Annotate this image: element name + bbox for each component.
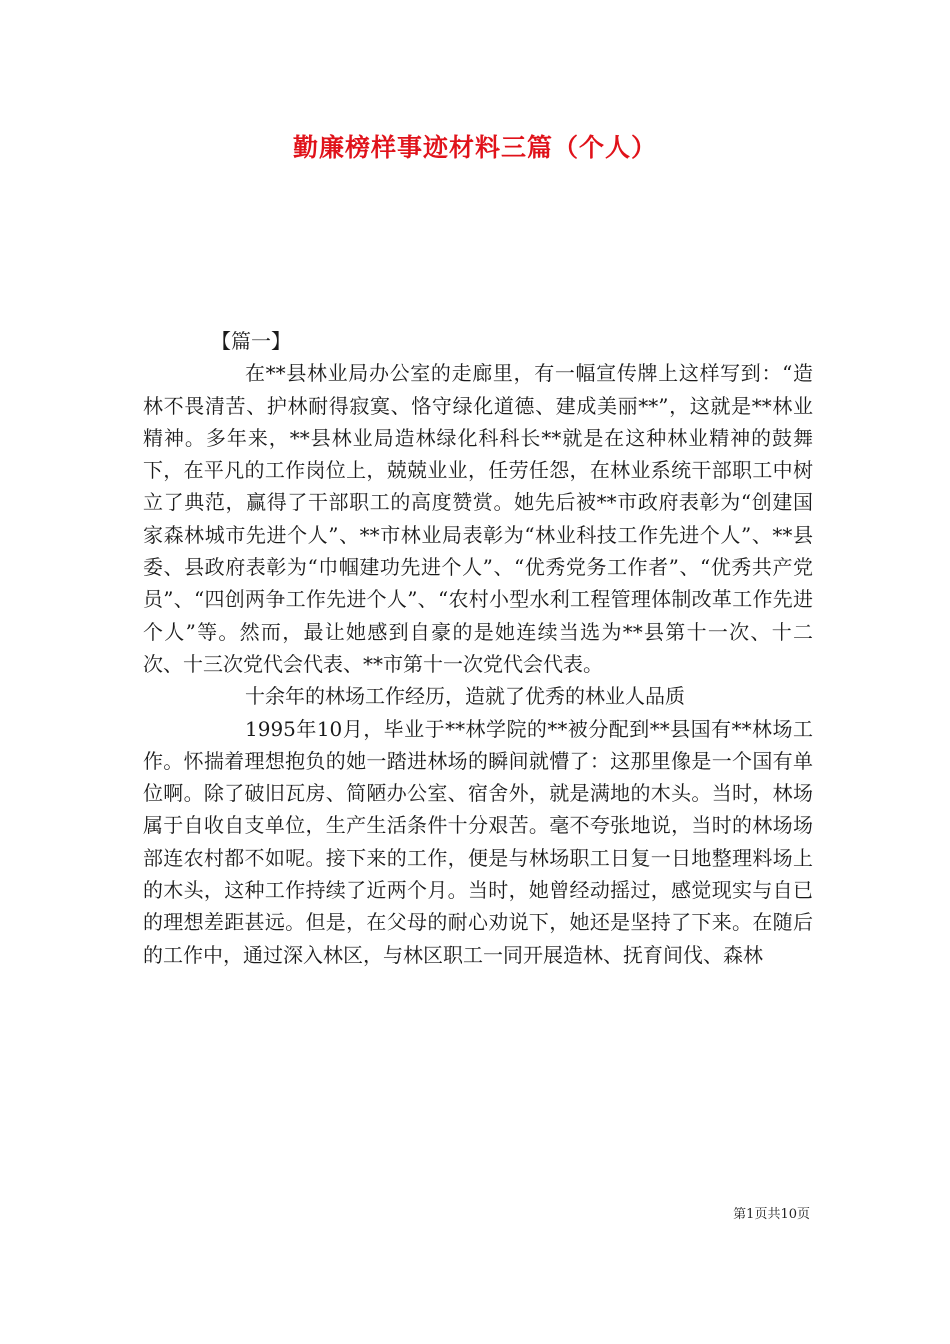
section-label: 【篇一】 [211,329,291,353]
body-paragraph: 1995年10月，毕业于**林学院的**被分配到**县国有**林场工作。怀揣着理想抱负的她一踏进林场的瞬间就懵了：这那里像是一个国有单位啊。除了破旧瓦房、简陋办公室、宿舍外，就是满地的木头。当时，林场属于自收自支单位，生产生活条件十分艰苦。毫不夸张地说，当时的林场场部连农村都不如呢。接下来的工作，便是与林场职工日复一日地整理料场上的木头，这种工作持续了近两个月。当时，她曾经动摇过，感觉现实与自已的理想差距甚远。但是，在父母的耐心劝说下，她还是坚持了下来。在随后的工作中，通过深入林区，与林区职工一同开展造林、抚育间伐、森林 [143,716,813,967]
document-body [143,325,813,971]
page-number-footer: 第1页共10页 [733,1207,810,1222]
section-subheading: 十余年的林场工作经历，造就了优秀的林业人品质 [245,684,685,709]
document-title: 勤廉榜样事迹材料三篇（个人） [292,133,657,162]
body-paragraph: 在**县林业局办公室的走廊里，有一幅宣传牌上这样写到：“造林不畏清苦、护林耐得寂寞、恪守绿化道德、建成美丽**”，这就是**林业精神。多年来，**县林业局造林绿化科科长**就是在这种林业精神的鼓舞下，在平凡的工作岗位上，兢兢业业，任劳任怨，在林业系统干部职工中树立了典范，赢得了干部职工的高度赞赏。她先后被**市政府表彰为“创建国家森林城市先进个人”、**市林业局表彰为“林业科技工作先进个人”、**县委、县政府表彰为“巾帼建功先进个人”、“优秀党务工作者”、“优秀共产党员”、“四创两争工作先进个人”、“农村小型水利工程管理体制改革工作先进个人”等。然而，最让她感到自豪的是她连续当选为**县第十一次、十二次、十三次党代会代表、**市第十一次党代会代表。 [143,361,813,676]
